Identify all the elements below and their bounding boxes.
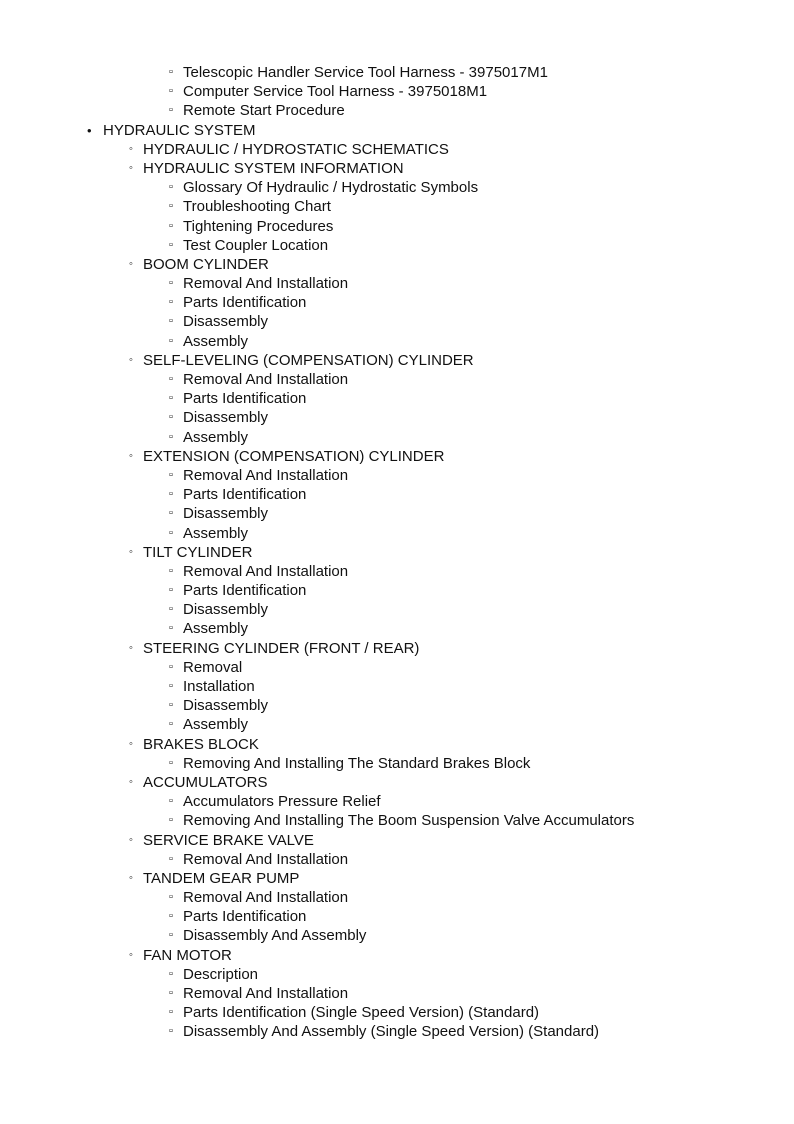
toc-item-label: Tightening Procedures (183, 217, 334, 235)
toc-item-label: Disassembly (183, 601, 269, 619)
toc-item-level-2 (0, 466, 794, 485)
bullet-icon: ▫ (169, 392, 173, 405)
toc-item-label: Disassembly (183, 697, 269, 715)
bullet-icon: ▫ (169, 468, 173, 481)
toc-item-label: Assembly (183, 620, 249, 638)
toc-item-level-1 (0, 159, 794, 178)
toc-item-label: HYDRAULIC / HYDROSTATIC SCHEMATICS (143, 140, 449, 158)
bullet-icon: ▫ (169, 891, 173, 904)
bullet-icon: ▫ (169, 334, 173, 347)
toc-item-level-2 (0, 1022, 794, 1041)
toc-item-level-2 (0, 696, 794, 715)
toc-item-label: Remote Start Procedure (183, 102, 345, 120)
toc-item-label: Parts Identification (183, 294, 307, 312)
toc-item-level-1 (0, 543, 794, 562)
toc-item-level-1 (0, 639, 794, 658)
toc-item-label: Accumulators Pressure Relief (183, 793, 381, 811)
toc-item-level-2 (0, 101, 794, 120)
toc-item-label: STEERING CYLINDER (FRONT / REAR) (143, 639, 420, 657)
toc-item-label: EXTENSION (COMPENSATION) CYLINDER (143, 447, 445, 465)
bullet-icon: ◦ (129, 142, 133, 155)
bullet-icon: ▫ (169, 85, 173, 98)
toc-item-level-2 (0, 428, 794, 447)
toc-item-label: TILT CYLINDER (143, 543, 253, 561)
toc-item-label: Disassembly (183, 409, 269, 427)
bullet-icon: ▫ (169, 1006, 173, 1019)
toc-item-label: TANDEM GEAR PUMP (143, 869, 300, 887)
bullet-icon: ▫ (169, 66, 173, 78)
toc-item-label: Computer Service Tool Harness - 3975018M1 (183, 83, 488, 101)
toc-item-level-2 (0, 1003, 794, 1022)
toc-item-label: Parts Identification (183, 908, 307, 926)
bullet-icon: ▫ (169, 238, 173, 251)
toc-item-level-2 (0, 811, 794, 830)
toc-item-level-2 (0, 236, 794, 255)
toc-item-level-2 (0, 524, 794, 543)
bullet-icon: ◦ (129, 871, 133, 884)
toc-item-label: ACCUMULATORS (143, 773, 268, 791)
toc-item-level-2 (0, 754, 794, 773)
toc-item-level-2 (0, 370, 794, 389)
bullet-icon: ◦ (129, 161, 133, 174)
toc-item-level-2 (0, 178, 794, 197)
bullet-icon: ◦ (129, 737, 133, 750)
bullet-icon: ▫ (169, 315, 173, 328)
toc-item-label: Description (183, 965, 259, 983)
toc-item-label: Removal And Installation (183, 850, 349, 868)
toc-item-level-2 (0, 485, 794, 504)
toc-item-level-2 (0, 82, 794, 101)
bullet-icon: ▫ (169, 411, 173, 424)
toc-list (0, 63, 794, 1042)
toc-item-level-2 (0, 63, 794, 82)
bullet-icon: ◦ (129, 641, 133, 654)
bullet-icon: ▫ (169, 526, 173, 539)
bullet-icon: ▫ (169, 622, 173, 635)
toc-item-label: Glossary Of Hydraulic / Hydrostatic Symbols (183, 179, 479, 197)
toc-item-level-2 (0, 984, 794, 1003)
toc-item-label: Telescopic Handler Service Tool Harness - 3975017M1 (183, 64, 548, 81)
toc-item-level-1 (0, 735, 794, 754)
toc-item-label: Assembly (183, 716, 249, 734)
toc-item-level-1 (0, 831, 794, 850)
bullet-icon: ▫ (169, 795, 173, 808)
toc-item-label: Parts Identification (183, 486, 307, 504)
bullet-icon: ◦ (129, 948, 133, 961)
toc-item-label: Parts Identification (183, 390, 307, 408)
bullet-icon: ◦ (129, 449, 133, 462)
toc-item-level-2 (0, 581, 794, 600)
bullet-icon: ▫ (169, 430, 173, 443)
toc-item-level-2 (0, 293, 794, 312)
toc-item-level-1 (0, 255, 794, 274)
bullet-icon: ▫ (169, 373, 173, 385)
toc-item-level-2 (0, 562, 794, 581)
bullet-icon: ▫ (169, 756, 173, 769)
toc-item-label: HYDRAULIC SYSTEM INFORMATION (143, 159, 404, 177)
toc-item-level-2 (0, 792, 794, 811)
bullet-icon: ▫ (169, 1025, 173, 1038)
toc-item-label: Installation (183, 678, 255, 695)
toc-item-level-2 (0, 600, 794, 619)
bullet-icon: ▫ (169, 718, 173, 731)
toc-item-label: Disassembly (183, 505, 269, 523)
bullet-icon: ▫ (169, 660, 173, 673)
toc-item-level-2 (0, 619, 794, 638)
toc-item-level-1 (0, 447, 794, 466)
bullet-icon: ▫ (169, 584, 173, 597)
toc-item-level-2 (0, 658, 794, 677)
bullet-icon: ◦ (129, 775, 133, 788)
toc-item-label: Removal And Installation (183, 985, 349, 1002)
toc-item-level-2 (0, 888, 794, 907)
toc-item-level-2 (0, 217, 794, 236)
toc-item-label: Troubleshooting Chart (183, 198, 331, 216)
bullet-icon: ▫ (169, 488, 173, 501)
toc-item-level-2 (0, 389, 794, 408)
bullet-icon: ▫ (169, 104, 173, 117)
toc-item-level-1 (0, 869, 794, 888)
bullet-icon: ▫ (169, 603, 173, 616)
toc-item-label: Removing And Installing The Standard Brakes Block (183, 754, 531, 772)
toc-item-level-2 (0, 907, 794, 926)
toc-item-level-2 (0, 677, 794, 696)
toc-item-level-1 (0, 351, 794, 370)
toc-item-level-2 (0, 332, 794, 351)
toc-item-level-2 (0, 504, 794, 523)
bullet-icon: ▫ (169, 564, 173, 577)
bullet-icon: ▫ (169, 200, 173, 213)
toc-item-level-2 (0, 926, 794, 945)
toc-item-label: Removal And Installation (183, 371, 349, 388)
toc-item-label: Parts Identification (183, 582, 307, 600)
toc-item-level-2 (0, 274, 794, 293)
toc-item-label: Removing And Installing The Boom Suspension Valve Accumulators (183, 812, 635, 830)
bullet-icon: ▫ (169, 929, 173, 942)
toc-item-level-0 (0, 121, 794, 140)
toc-item-label: Assembly (183, 524, 249, 542)
bullet-icon: ▫ (169, 699, 173, 712)
bullet-icon: ▫ (169, 181, 173, 194)
toc-item-label: SERVICE BRAKE VALVE (143, 831, 314, 849)
bullet-icon: ▫ (169, 967, 173, 980)
toc-item-label: Parts Identification (Single Speed Version) (Standard) (183, 1004, 540, 1022)
bullet-icon: ▫ (169, 507, 173, 520)
toc-item-level-2 (0, 408, 794, 427)
bullet-icon: ◦ (129, 257, 133, 270)
toc-item-label: Removal And Installation (183, 275, 349, 293)
bullet-icon: ▫ (169, 296, 173, 309)
toc-item-level-1 (0, 773, 794, 792)
toc-item-label: HYDRAULIC SYSTEM (103, 121, 256, 139)
toc-item-label: BOOM CYLINDER (143, 255, 269, 273)
toc-item-label: FAN MOTOR (143, 946, 232, 964)
toc-item-label: Disassembly And Assembly (183, 927, 367, 945)
toc-item-level-2 (0, 197, 794, 216)
bullet-icon: ▫ (169, 987, 173, 999)
toc-item-label: Removal And Installation (183, 562, 349, 580)
toc-item-label: Removal And Installation (183, 466, 349, 484)
toc-item-label: Test Coupler Location (183, 236, 329, 254)
bullet-icon: • (87, 122, 92, 138)
toc-item-level-2 (0, 312, 794, 331)
bullet-icon: ◦ (129, 833, 133, 846)
bullet-icon: ▫ (169, 277, 173, 290)
toc-item-label: Assembly (183, 332, 249, 350)
toc-item-label: BRAKES BLOCK (143, 735, 259, 753)
bullet-icon: ▫ (169, 219, 173, 232)
toc-item-label: Disassembly And Assembly (Single Speed Version) (Standard) (183, 1023, 600, 1041)
toc-item-level-2 (0, 850, 794, 869)
toc-item-label: Removal And Installation (183, 889, 349, 907)
bullet-icon: ◦ (129, 353, 133, 366)
toc-item-level-2 (0, 965, 794, 984)
bullet-icon: ▫ (169, 814, 173, 827)
toc-item-level-1 (0, 140, 794, 159)
bullet-icon: ▫ (169, 852, 173, 865)
toc-item-level-2 (0, 715, 794, 734)
bullet-icon: ◦ (129, 545, 133, 558)
toc-item-label: Removal (183, 658, 243, 676)
toc-item-label: Disassembly (183, 313, 269, 331)
bullet-icon: ▫ (169, 910, 173, 923)
toc-item-label: Assembly (183, 428, 249, 446)
bullet-icon: ▫ (169, 680, 173, 692)
toc-item-level-1 (0, 946, 794, 965)
toc-item-label: SELF-LEVELING (COMPENSATION) CYLINDER (143, 351, 474, 369)
